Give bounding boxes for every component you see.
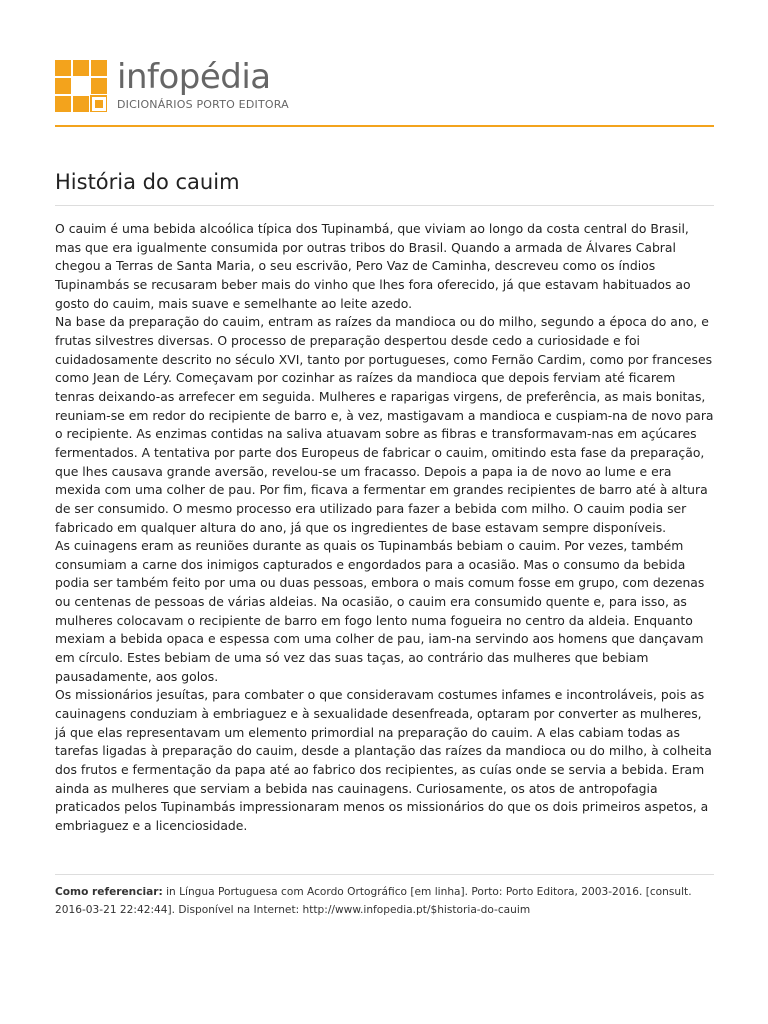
header-divider <box>55 125 714 127</box>
citation <box>55 883 714 919</box>
citation-label: Como referenciar: <box>55 886 163 898</box>
article-body <box>55 220 714 836</box>
article-paragraph: As cuinagens eram as reuniões durante as quais os Tupinambás bebiam o cauim. Por vezes, também consumiam a carne dos inimigos capturados e engordados para a ocasião. Mas o consumo da bebida podia ser também feito por uma ou duas pessoas, embora o mais comum fosse em grupo, com dezenas ou centenas de pessoas de várias aldeias. Na ocasião, o cauim era consumido quente e, para isso, as mulheres colocavam o recipiente de barro em fogo lento numa fogueira no centro da aldeia. Enquanto mexiam a bebida opaca e espessa com uma colher de pau, iam-na servindo aos homens que dançavam em círculo. Estes bebiam de uma só vez das suas taças, ao contrário das mulheres que bebiam pausadamente, aos golos. <box>55 538 705 684</box>
page-title: História do cauim <box>55 170 240 194</box>
site-header <box>55 58 714 126</box>
article-paragraph: Os missionários jesuítas, para combater o que consideravam costumes infames e incontroláveis, pois as cauinagens conduziam à embriaguez e à sexualidade desenfreada, optaram por converter as mulheres, já que elas representavam um elemento primordial na preparação do cauim. A elas cabiam todas as tarefas ligadas à preparação do cauim, desde a plantação das raízes da mandioca ou do milho, à colheita dos frutos e fermentação da papa até ao fabrico dos recipientes, as cuías onde se servia a bebida. Eram ainda as mulheres que serviam a bebida nas cauinagens. Curiosamente, os atos de antropofagia praticados pelos Tupinambás impressionaram menos os missionários do que os dois primeiros aspetos, a embriaguez e a licenciosidade. <box>55 687 712 833</box>
brand-name: infopédia <box>117 57 271 97</box>
article-paragraph: Na base da preparação do cauim, entram as raízes da mandioca ou do milho, segundo a época do ano, e frutas silvestres diversas. O processo de preparação despertou desde cedo a curiosidade e foi cuidadosamente descrito no século XVI, tanto por portugueses, como Fernão Cardim, como por franceses como Jean de Léry. Começavam por cozinhar as raízes da mandioca que depois ferviam até ficarem tenras deixando-as arrefecer em seguida. Mulheres e raparigas virgens, de preferência, as mais bonitas, reuniam-se em redor do recipiente de barro e, à vez, mastigavam a mandioca e cuspiam-na de novo para o recipiente. As enzimas contidas na saliva atuavam sobre as fibras e transformavam-nas em açúcares fermentados. A tentativa por parte dos Europeus de fabricar o cauim, omitindo esta fase da preparação, que lhes causava grande aversão, revelou-se um fracasso. Depois a papa ia de novo ao lume e era mexida com uma colher de pau. Por fim, ficava a fermentar em grandes recipientes de barro até à altura de ser consumido. O mesmo processo era utilizado para fazer a bebida com milho. O cauim podia ser fabricado em qualquer altura do ano, já que os ingredientes de base estavam sempre disponíveis. <box>55 314 714 535</box>
article-paragraph: O cauim é uma bebida alcoólica típica dos Tupinambá, que viviam ao longo da costa central do Brasil, mas que era igualmente consumida por outras tribos do Brasil. Quando a armada de Álvares Cabral chegou a Terras de Santa Maria, o seu escrivão, Pero Vaz de Caminha, descreveu como os índios Tupinambás se recusaram beber mais do vinho que lhes fora oferecido, já que estavam habituados ao gosto do cauim, mais suave e semelhante ao leite azedo. <box>55 221 691 311</box>
title-divider <box>55 205 714 206</box>
brand-subtitle: DICIONÁRIOS PORTO EDITORA <box>117 98 289 111</box>
footer-divider <box>55 874 714 875</box>
logo-text[interactable] <box>117 58 289 112</box>
infopedia-logo-icon[interactable] <box>55 60 107 112</box>
citation-text[interactable]: in Língua Portuguesa com Acordo Ortográfico [em linha]. Porto: Porto Editora, 2003-2016. [consult. 2016-03-21 22:42:44]. Disponível na Internet: http://www.infopedia.pt/$historia-do-cauim <box>55 886 692 916</box>
